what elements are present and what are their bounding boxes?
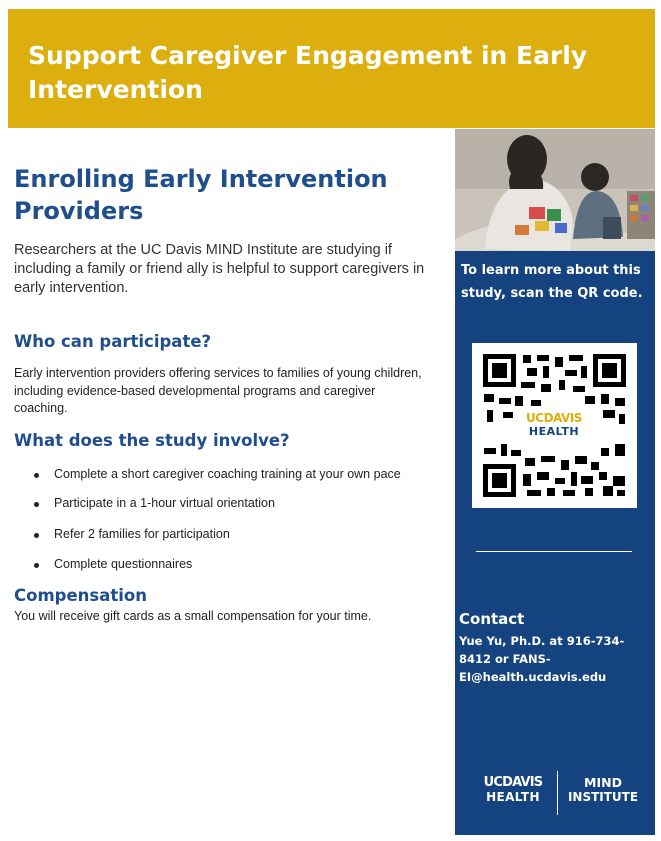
mind-institute-logo: MIND INSTITUTE	[567, 775, 639, 804]
title-banner	[8, 9, 655, 128]
family-photo	[455, 129, 655, 251]
who-heading: Who can participate?	[14, 332, 212, 351]
sidebar	[455, 129, 655, 835]
list-item: Complete a short caregiver coaching training at your own pace	[14, 466, 424, 484]
who-text: Early intervention providers offering services to families of young children, including evidence-based developmental programs and caregiver coaching.	[14, 366, 422, 415]
bullet-icon	[34, 533, 39, 538]
compensation-text: You will receive gift cards as a small compensation for your time.	[14, 608, 372, 623]
bullet-icon	[34, 473, 39, 478]
list-item: Refer 2 families for participation	[14, 526, 424, 544]
bullet-icon	[34, 502, 39, 507]
involve-list	[14, 466, 434, 574]
section-heading: Enrolling Early Intervention Providers	[14, 165, 388, 225]
intro-paragraph: Researchers at the UC Davis MIND Institute are studying if including a family or friend ally is helpful to support caregivers in early intervention.	[14, 242, 425, 296]
contact-heading: Contact	[459, 610, 525, 628]
list-item: Complete questionnaires	[14, 556, 424, 574]
bullet-icon	[34, 563, 39, 568]
scan-instructions: To learn more about this study, scan the QR code.	[461, 263, 643, 301]
involve-heading: What does the study involve?	[14, 430, 290, 450]
contact-details: Yue Yu, Ph.D. at 916-734-8412 or FANS-EI@health.ucdavis.edu	[459, 634, 625, 684]
footer-logos	[475, 771, 645, 815]
logo-separator	[557, 771, 558, 815]
page-title: Support Caregiver Engagement in Early Intervention	[28, 41, 588, 104]
main-content	[14, 163, 434, 625]
compensation-heading: Compensation	[14, 585, 147, 605]
ucdavis-health-logo: UCDAVIS HEALTH	[483, 775, 543, 804]
qr-center-logo: UCDAVIS HEALTH	[514, 409, 594, 441]
divider	[476, 551, 632, 552]
qr-code[interactable]	[472, 343, 637, 508]
list-item: Participate in a 1-hour virtual orientation	[14, 495, 424, 513]
